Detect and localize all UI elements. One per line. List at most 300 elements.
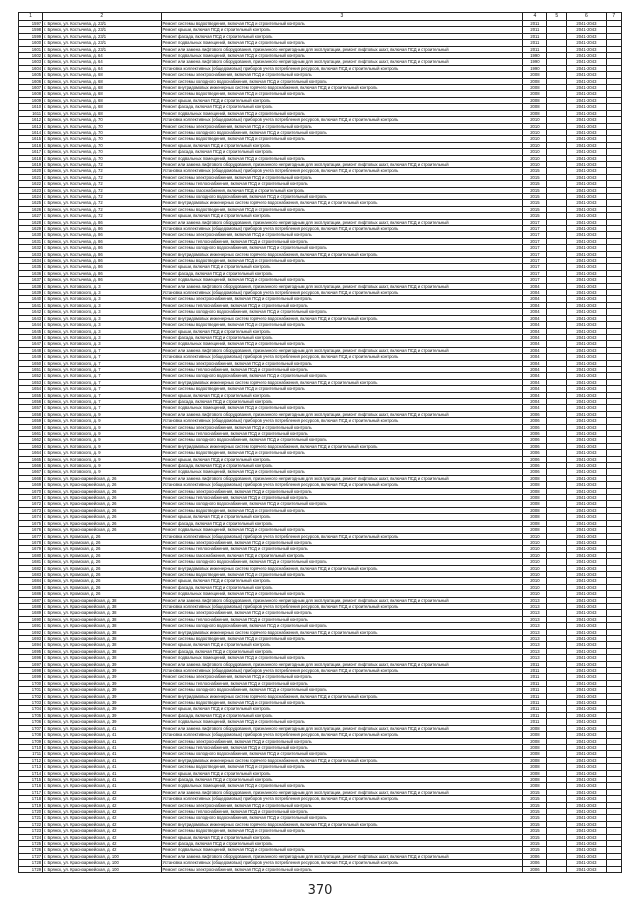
year-cell: 2015 [523, 206, 547, 212]
year-cell: 2015 [523, 174, 547, 180]
work-type-cell: Ремонт системы водоотведения, включая ПСД и строительный контроль [161, 700, 523, 706]
row-number-cell: 1615 [19, 136, 43, 142]
period-cell: 2041-2043 [567, 744, 606, 750]
year-cell: 2015 [523, 808, 547, 814]
address-cell: г. Брянск, ул. Красноармейская, д. 39 [43, 668, 161, 674]
address-cell: г. Брянск, ул. Котовского, д. 3 [43, 341, 161, 347]
address-cell: г. Брянск, ул. Красноармейская, д. 38 [43, 623, 161, 629]
period-cell: 2041-2043 [567, 450, 606, 456]
address-cell: г. Брянск, ул. Костычева, д. 70 [43, 123, 161, 129]
work-type-cell: Ремонт системы водоотведения, включая ПСД и строительный контроль [161, 258, 523, 264]
row-number-cell: 1681 [19, 559, 43, 565]
year-cell: 2004 [523, 392, 547, 398]
repair-schedule-table [18, 12, 622, 873]
column-header: 5 [547, 13, 567, 21]
address-cell: г. Брянск, ул. Костычева, д. 23/1 [43, 33, 161, 39]
row-number-cell: 1611 [19, 110, 43, 116]
period-cell: 2041-2043 [567, 341, 606, 347]
row-number-cell: 1624 [19, 193, 43, 199]
work-type-cell: Установка коллективных (общедомовых) приборов учета потребления ресурсов, включая ПСД и строительный контроль [161, 168, 523, 174]
period-cell: 2041-2043 [567, 661, 606, 667]
work-type-cell: Ремонт крыши, включая ПСД и строительный контроль [161, 456, 523, 462]
year-cell: 2010 [523, 584, 547, 590]
address-cell: г. Брянск, ул. Костычева, д. 86 [43, 270, 161, 276]
address-cell: г. Брянск, ул. Котовского, д. 3 [43, 334, 161, 340]
year-cell: 1990 [523, 53, 547, 59]
row-number-cell: 1691 [19, 623, 43, 629]
table-row [19, 482, 622, 488]
year-cell: 2011 [523, 21, 547, 27]
row-number-cell: 1628 [19, 219, 43, 225]
address-cell: г. Брянск, ул. Красноармейская, д. 38 [43, 616, 161, 622]
work-type-cell: Ремонт системы холодного водоснабжения, включая ПСД и строительный контроль [161, 245, 523, 251]
address-cell: г. Брянск, ул. Костычева, д. 72 [43, 161, 161, 167]
address-cell: г. Брянск, ул. Красноармейская, д. 39 [43, 687, 161, 693]
address-cell: г. Брянск, ул. Кромская, д. 26 [43, 546, 161, 552]
address-cell: г. Брянск, ул. Котовского, д. 9 [43, 437, 161, 443]
row-number-cell: 1647 [19, 341, 43, 347]
row-number-cell: 1680 [19, 552, 43, 558]
work-type-cell: Ремонт или замена лифтового оборудования, признанного непригодным для эксплуатации, ремонт лифтовых шахт, включая ПСД и строительный [161, 597, 523, 603]
address-cell: г. Брянск, ул. Красноармейская, д. 100 [43, 853, 161, 859]
address-cell: г. Брянск, ул. Красноармейская, д. 42 [43, 834, 161, 840]
period-cell: 2041-2043 [567, 648, 606, 654]
row-number-cell: 1693 [19, 636, 43, 642]
work-type-cell: Ремонт внутридомовых инженерных систем горячего водоснабжения, включая ПСД и строительный контроль [161, 443, 523, 449]
work-type-cell: Ремонт фасада, включая ПСД и строительный контроль [161, 776, 523, 782]
work-type-cell: Ремонт системы водоотведения, включая ПСД и строительный контроль [161, 828, 523, 834]
column-header: 3 [161, 13, 523, 21]
address-cell: г. Брянск, ул. Красноармейская, д. 42 [43, 796, 161, 802]
work-type-cell: Ремонт крыши, включая ПСД и строительный контроль [161, 392, 523, 398]
address-cell: г. Брянск, ул. Костычева, д. 70 [43, 117, 161, 123]
address-cell: г. Брянск, ул. Котовского, д. 9 [43, 456, 161, 462]
work-type-cell: Ремонт или замена лифтового оборудования, признанного непригодным для эксплуатации, ремонт лифтовых шахт, включая ПСД и строительный [161, 475, 523, 481]
work-type-cell: Ремонт системы электроснабжения, включая ПСД и строительный контроль [161, 802, 523, 808]
row-number-cell: 1695 [19, 648, 43, 654]
year-cell: 2004 [523, 283, 547, 289]
year-cell: 2010 [523, 142, 547, 148]
period-cell: 2041-2043 [567, 456, 606, 462]
period-cell: 2041-2043 [567, 379, 606, 385]
year-cell: 2017 [523, 270, 547, 276]
work-type-cell: Ремонт подвальных помещений, включая ПСД и строительный контроль [161, 783, 523, 789]
address-cell: г. Брянск, ул. Костычева, д. 86 [43, 238, 161, 244]
work-type-cell: Ремонт подвальных помещений, включая ПСД и строительный контроль [161, 155, 523, 161]
address-cell: г. Брянск, ул. Костычева, д. 86 [43, 264, 161, 270]
table-row [19, 597, 622, 603]
year-cell: 2013 [523, 623, 547, 629]
period-cell: 2041-2043 [567, 424, 606, 430]
table-row [19, 853, 622, 859]
row-number-cell: 1655 [19, 392, 43, 398]
year-cell: 2008 [523, 757, 547, 763]
row-number-cell: 1678 [19, 539, 43, 545]
row-number-cell: 1641 [19, 302, 43, 308]
period-cell: 2041-2043 [567, 808, 606, 814]
work-type-cell: Ремонт системы водоотведения, включая ПСД и строительный контроль [161, 764, 523, 770]
year-cell: 2011 [523, 700, 547, 706]
address-cell: г. Брянск, ул. Красноармейская, д. 42 [43, 847, 161, 853]
work-type-cell: Ремонт системы электроснабжения, включая ПСД и строительный контроль [161, 174, 523, 180]
work-type-cell: Ремонт внутридомовых инженерных систем горячего водоснабжения, включая ПСД и строительный контроль [161, 821, 523, 827]
row-number-cell: 1666 [19, 463, 43, 469]
year-cell: 2004 [523, 302, 547, 308]
row-number-cell: 1698 [19, 668, 43, 674]
work-type-cell: Установка коллективных (общедомовых) приборов учета потребления ресурсов, включая ПСД и строительный контроль [161, 226, 523, 232]
address-cell: г. Брянск, ул. Костычева, д. 70 [43, 136, 161, 142]
work-type-cell: Ремонт подвальных помещений, включая ПСД и строительный контроль [161, 655, 523, 661]
year-cell: 2010 [523, 123, 547, 129]
year-cell: 2008 [523, 78, 547, 84]
year-cell: 2006 [523, 418, 547, 424]
work-type-cell: Ремонт фасада, включая ПСД и строительный контроль [161, 149, 523, 155]
year-cell: 2006 [523, 853, 547, 859]
row-number-cell: 1717 [19, 789, 43, 795]
row-number-cell: 1599 [19, 33, 43, 39]
address-cell: г. Брянск, ул. Красноармейская, д. 41 [43, 783, 161, 789]
work-type-cell: Ремонт внутридомовых инженерных систем горячего водоснабжения, включая ПСД и строительный контроль [161, 251, 523, 257]
year-cell: 2010 [523, 565, 547, 571]
year-cell: 2008 [523, 501, 547, 507]
address-cell: г. Брянск, ул. Костычева, д. 72 [43, 206, 161, 212]
period-cell: 2041-2043 [567, 245, 606, 251]
year-cell: 2008 [523, 488, 547, 494]
row-number-cell: 1648 [19, 347, 43, 353]
period-cell: 2041-2043 [567, 514, 606, 520]
period-cell: 2041-2043 [567, 565, 606, 571]
period-cell: 2041-2043 [567, 193, 606, 199]
work-type-cell: Ремонт подвальных помещений, включая ПСД и строительный контроль [161, 40, 523, 46]
work-type-cell: Ремонт системы теплоснабжения, включая ПСД и строительный контроль [161, 181, 523, 187]
work-type-cell: Ремонт или замена лифтового оборудования, признанного непригодным для эксплуатации, ремонт лифтовых шахт, включая ПСД и строительный [161, 46, 523, 52]
work-type-cell: Ремонт системы электроснабжения, включая ПСД и строительный контроль [161, 610, 523, 616]
work-type-cell: Ремонт системы холодного водоснабжения, включая ПСД и строительный контроль [161, 501, 523, 507]
address-cell: г. Брянск, ул. Кромская, д. 26 [43, 578, 161, 584]
year-cell: 1990 [523, 65, 547, 71]
row-number-cell: 1617 [19, 149, 43, 155]
period-cell: 2041-2043 [567, 866, 606, 872]
address-cell: г. Брянск, ул. Кромская, д. 26 [43, 584, 161, 590]
work-type-cell: Ремонт крыши, включая ПСД и строительный контроль [161, 834, 523, 840]
address-cell: г. Брянск, ул. Красноармейская, д. 26 [43, 507, 161, 513]
work-type-cell: Ремонт системы холодного водоснабжения, включая ПСД и строительный контроль [161, 309, 523, 315]
work-type-cell: Ремонт системы холодного водоснабжения, включая ПСД и строительный контроль [161, 559, 523, 565]
row-number-cell: 1668 [19, 475, 43, 481]
work-type-cell: Ремонт системы водоотведения, включая ПСД и строительный контроль [161, 507, 523, 513]
row-number-cell: 1663 [19, 443, 43, 449]
address-cell: г. Брянск, ул. Красноармейская, д. 41 [43, 776, 161, 782]
year-cell: 2011 [523, 674, 547, 680]
period-cell: 2041-2043 [567, 347, 606, 353]
work-type-cell: Ремонт системы газоснабжения, включая ПСД и строительный контроль [161, 187, 523, 193]
address-cell: г. Брянск, ул. Котовского, д. 9 [43, 424, 161, 430]
work-type-cell: Ремонт крыши, включая ПСД и строительный контроль [161, 142, 523, 148]
table-row [19, 501, 622, 507]
year-cell: 2006 [523, 424, 547, 430]
work-type-cell: Ремонт системы водоотведения, включая ПСД и строительный контроль [161, 136, 523, 142]
table-row [19, 475, 622, 481]
row-number-cell: 1656 [19, 398, 43, 404]
address-cell: г. Брянск, ул. Красноармейская, д. 42 [43, 808, 161, 814]
period-cell: 2041-2043 [567, 475, 606, 481]
period-cell: 2041-2043 [567, 732, 606, 738]
year-cell: 2004 [523, 386, 547, 392]
work-type-cell: Ремонт системы электроснабжения, включая ПСД и строительный контроль [161, 488, 523, 494]
address-cell: г. Брянск, ул. Красноармейская, д. 42 [43, 828, 161, 834]
row-number-cell: 1627 [19, 213, 43, 219]
work-type-cell: Установка коллективных (общедомовых) приборов учета потребления ресурсов, включая ПСД и строительный контроль [161, 290, 523, 296]
year-cell: 2004 [523, 373, 547, 379]
year-cell: 2015 [523, 193, 547, 199]
row-number-cell: 1688 [19, 603, 43, 609]
year-cell: 2017 [523, 226, 547, 232]
row-number-cell: 1729 [19, 866, 43, 872]
period-cell: 2041-2043 [567, 174, 606, 180]
row-number-cell: 1720 [19, 808, 43, 814]
year-cell: 2008 [523, 783, 547, 789]
row-number-cell: 1651 [19, 366, 43, 372]
row-number-cell: 1632 [19, 245, 43, 251]
period-cell: 2041-2043 [567, 398, 606, 404]
year-cell: 2013 [523, 610, 547, 616]
period-cell: 2041-2043 [567, 366, 606, 372]
period-cell: 2041-2043 [567, 296, 606, 302]
year-cell: 2015 [523, 847, 547, 853]
period-cell: 2041-2043 [567, 841, 606, 847]
year-cell: 2008 [523, 104, 547, 110]
period-cell: 2041-2043 [567, 668, 606, 674]
period-cell: 2041-2043 [567, 789, 606, 795]
page-number: 370 [307, 883, 333, 898]
work-type-cell: Ремонт подвальных помещений, включая ПСД и строительный контроль [161, 591, 523, 597]
work-type-cell: Ремонт фасада, включая ПСД и строительный контроль [161, 334, 523, 340]
period-cell: 2041-2043 [567, 309, 606, 315]
period-cell: 2041-2043 [567, 860, 606, 866]
year-cell: 2015 [523, 181, 547, 187]
row-number-cell: 1723 [19, 828, 43, 834]
work-type-cell: Ремонт системы холодного водоснабжения, включая ПСД и строительный контроль [161, 129, 523, 135]
address-cell: г. Брянск, ул. Костычева, д. 72 [43, 187, 161, 193]
work-type-cell: Ремонт системы водоотведения, включая ПСД и строительный контроль [161, 636, 523, 642]
row-number-cell: 1665 [19, 456, 43, 462]
year-cell: 2008 [523, 110, 547, 116]
work-type-cell: Ремонт фасада, включая ПСД и строительный контроль [161, 398, 523, 404]
year-cell: 2004 [523, 309, 547, 315]
row-number-cell: 1727 [19, 853, 43, 859]
address-cell: г. Брянск, ул. Котовского, д. 3 [43, 328, 161, 334]
year-cell: 2008 [523, 751, 547, 757]
year-cell: 2017 [523, 251, 547, 257]
year-cell: 2017 [523, 258, 547, 264]
row-number-cell: 1677 [19, 533, 43, 539]
row-number-cell: 1710 [19, 744, 43, 750]
year-cell: 2004 [523, 366, 547, 372]
address-cell: г. Брянск, ул. Красноармейская, д. 42 [43, 802, 161, 808]
year-cell: 2010 [523, 129, 547, 135]
period-cell: 2041-2043 [567, 40, 606, 46]
period-cell: 2041-2043 [567, 501, 606, 507]
table-row [19, 668, 622, 674]
row-number-cell: 1619 [19, 161, 43, 167]
address-cell: г. Брянск, ул. Красноармейская, д. 41 [43, 757, 161, 763]
work-type-cell: Ремонт внутридомовых инженерных систем горячего водоснабжения, включая ПСД и строительный контроль [161, 85, 523, 91]
work-type-cell: Ремонт крыши, включая ПСД и строительный контроль [161, 27, 523, 33]
table-row [19, 603, 622, 609]
period-cell: 2041-2043 [567, 27, 606, 33]
work-type-cell: Ремонт крыши, включая ПСД и строительный контроль [161, 642, 523, 648]
period-cell: 2041-2043 [567, 437, 606, 443]
period-cell: 2041-2043 [567, 85, 606, 91]
year-cell: 2011 [523, 712, 547, 718]
period-cell: 2041-2043 [567, 411, 606, 417]
address-cell: г. Брянск, ул. Костычева, д. 64 [43, 53, 161, 59]
address-cell: г. Брянск, ул. Котовского, д. 3 [43, 283, 161, 289]
address-cell: г. Брянск, ул. Красноармейская, д. 41 [43, 732, 161, 738]
year-cell: 2006 [523, 860, 547, 866]
work-type-cell: Ремонт фасада, включая ПСД и строительный контроль [161, 33, 523, 39]
row-number-cell: 1646 [19, 334, 43, 340]
address-cell: г. Брянск, ул. Красноармейская, д. 39 [43, 706, 161, 712]
row-number-cell: 1629 [19, 226, 43, 232]
period-cell: 2041-2043 [567, 610, 606, 616]
period-cell: 2041-2043 [567, 322, 606, 328]
work-type-cell: Ремонт или замена лифтового оборудования, признанного непригодным для эксплуатации, ремонт лифтовых шахт, включая ПСД и строительный [161, 661, 523, 667]
period-cell: 2041-2043 [567, 783, 606, 789]
period-cell: 2041-2043 [567, 603, 606, 609]
row-number-cell: 1636 [19, 270, 43, 276]
work-type-cell: Ремонт системы холодного водоснабжения, включая ПСД и строительный контроль [161, 193, 523, 199]
address-cell: г. Брянск, ул. Костычева, д. 86 [43, 232, 161, 238]
period-cell: 2041-2043 [567, 277, 606, 283]
work-type-cell: Установка коллективных (общедомовых) приборов учета потребления ресурсов, включая ПСД и строительный контроль [161, 418, 523, 424]
table-header-row [19, 13, 622, 21]
address-cell: г. Брянск, ул. Костычева, д. 23/1 [43, 27, 161, 33]
row-number-cell: 1685 [19, 584, 43, 590]
address-cell: г. Брянск, ул. Красноармейская, д. 38 [43, 636, 161, 642]
address-cell: г. Брянск, ул. Костычева, д. 70 [43, 149, 161, 155]
address-cell: г. Брянск, ул. Красноармейская, д. 42 [43, 789, 161, 795]
period-cell: 2041-2043 [567, 270, 606, 276]
column-header: 1 [19, 13, 43, 21]
table-row [19, 815, 622, 821]
table-row [19, 796, 622, 802]
address-cell: г. Брянск, ул. Кромская, д. 26 [43, 552, 161, 558]
row-number-cell: 1725 [19, 841, 43, 847]
work-type-cell: Ремонт системы электроснабжения, включая ПСД и строительный контроль [161, 674, 523, 680]
year-cell: 2004 [523, 296, 547, 302]
address-cell: г. Брянск, ул. Красноармейская, д. 38 [43, 597, 161, 603]
table-row [19, 751, 622, 757]
period-cell: 2041-2043 [567, 392, 606, 398]
address-cell: г. Брянск, ул. Котовского, д. 9 [43, 431, 161, 437]
year-cell: 2015 [523, 168, 547, 174]
period-cell: 2041-2043 [567, 302, 606, 308]
row-number-cell: 1719 [19, 802, 43, 808]
work-type-cell: Ремонт внутридомовых инженерных систем горячего водоснабжения, включая ПСД и строительный контроль [161, 315, 523, 321]
work-type-cell: Ремонт системы электроснабжения, включая ПСД и строительный контроль [161, 738, 523, 744]
year-cell: 2017 [523, 219, 547, 225]
work-type-cell: Ремонт системы теплоснабжения, включая ПСД и строительный контроль [161, 616, 523, 622]
work-type-cell: Ремонт системы электроснабжения, включая ПСД и строительный контроль [161, 424, 523, 430]
work-type-cell: Ремонт системы теплоснабжения, включая ПСД и строительный контроль [161, 238, 523, 244]
row-number-cell: 1692 [19, 629, 43, 635]
year-cell: 2008 [523, 475, 547, 481]
period-cell: 2041-2043 [567, 616, 606, 622]
year-cell: 2010 [523, 161, 547, 167]
year-cell: 2004 [523, 354, 547, 360]
table-row [19, 623, 622, 629]
row-number-cell: 1694 [19, 642, 43, 648]
row-number-cell: 1621 [19, 174, 43, 180]
period-cell: 2041-2043 [567, 238, 606, 244]
row-number-cell: 1652 [19, 373, 43, 379]
address-cell: г. Брянск, ул. Котовского, д. 7 [43, 347, 161, 353]
work-type-cell: Ремонт фасада, включая ПСД и строительный контроль [161, 712, 523, 718]
row-number-cell: 1601 [19, 46, 43, 52]
row-number-cell: 1659 [19, 418, 43, 424]
row-number-cell: 1684 [19, 578, 43, 584]
row-number-cell: 1713 [19, 764, 43, 770]
work-type-cell: Ремонт системы водоотведения, включая ПСД и строительный контроль [161, 322, 523, 328]
address-cell: г. Брянск, ул. Костычева, д. 86 [43, 245, 161, 251]
year-cell: 2008 [523, 495, 547, 501]
work-type-cell: Установка коллективных (общедомовых) приборов учета потребления ресурсов, включая ПСД и строительный контроль [161, 354, 523, 360]
year-cell: 2015 [523, 200, 547, 206]
period-cell: 2041-2043 [567, 200, 606, 206]
address-cell: г. Брянск, ул. Котовского, д. 7 [43, 360, 161, 366]
year-cell: 2010 [523, 539, 547, 545]
row-number-cell: 1630 [19, 232, 43, 238]
period-cell: 2041-2043 [567, 706, 606, 712]
year-cell: 2008 [523, 725, 547, 731]
period-cell: 2041-2043 [567, 219, 606, 225]
address-cell: г. Брянск, ул. Котовского, д. 7 [43, 379, 161, 385]
work-type-cell: Ремонт системы теплоснабжения, включая ПСД и строительный контроль [161, 302, 523, 308]
row-number-cell: 1661 [19, 431, 43, 437]
year-cell: 2004 [523, 398, 547, 404]
period-cell: 2041-2043 [567, 796, 606, 802]
year-cell: 2015 [523, 815, 547, 821]
work-type-cell: Ремонт системы водоотведения, включая ПСД и строительный контроль [161, 571, 523, 577]
address-cell: г. Брянск, ул. Котовского, д. 3 [43, 322, 161, 328]
address-cell: г. Брянск, ул. Красноармейская, д. 42 [43, 815, 161, 821]
year-cell: 2004 [523, 328, 547, 334]
period-cell: 2041-2043 [567, 91, 606, 97]
address-cell: г. Брянск, ул. Котовского, д. 7 [43, 392, 161, 398]
work-type-cell: Ремонт системы электроснабжения, включая ПСД и строительный контроль [161, 360, 523, 366]
work-type-cell: Установка коллективных (общедомовых) приборов учета потребления ресурсов, включая ПСД и строительный контроль [161, 860, 523, 866]
period-cell: 2041-2043 [567, 712, 606, 718]
row-number-cell: 1653 [19, 379, 43, 385]
year-cell: 2008 [523, 507, 547, 513]
period-cell: 2041-2043 [567, 482, 606, 488]
address-cell: г. Брянск, ул. Котовского, д. 7 [43, 405, 161, 411]
row-number-cell: 1602 [19, 53, 43, 59]
period-cell: 2041-2043 [567, 507, 606, 513]
year-cell: 2006 [523, 437, 547, 443]
row-number-cell: 1705 [19, 712, 43, 718]
address-cell: г. Брянск, ул. Кромская, д. 26 [43, 559, 161, 565]
address-cell: г. Брянск, ул. Красноармейская, д. 41 [43, 744, 161, 750]
row-number-cell: 1635 [19, 264, 43, 270]
work-type-cell: Ремонт крыши, включая ПСД и строительный контроль [161, 264, 523, 270]
year-cell: 2017 [523, 277, 547, 283]
address-cell: г. Брянск, ул. Красноармейская, д. 41 [43, 770, 161, 776]
address-cell: г. Брянск, ул. Костычева, д. 72 [43, 213, 161, 219]
address-cell: г. Брянск, ул. Костычева, д. 72 [43, 181, 161, 187]
row-number-cell: 1610 [19, 104, 43, 110]
